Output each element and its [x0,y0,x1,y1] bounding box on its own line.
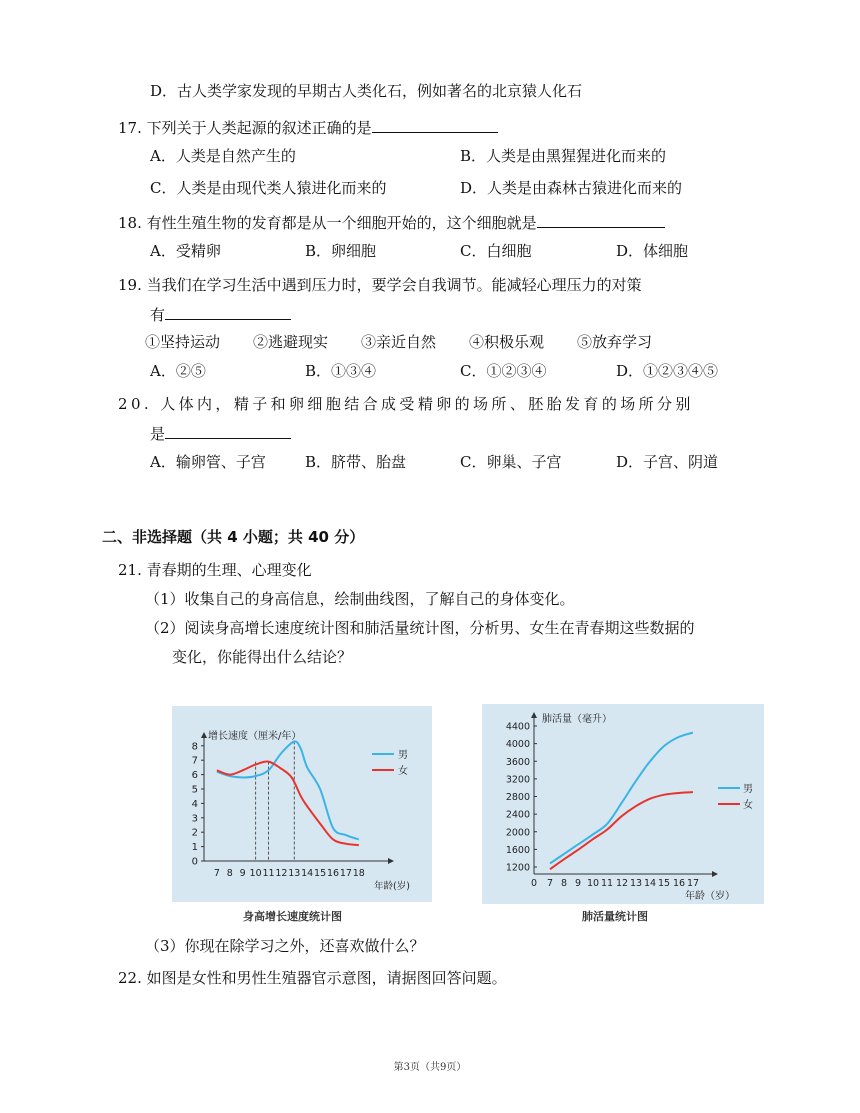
y-tick-label: 4400 [505,721,530,733]
x-tick-label: 14 [301,868,314,879]
q22-stem [118,967,507,988]
y-tick-label: 7 [191,755,198,767]
x-tick-label: 13 [629,878,643,889]
y-tick-label: 8 [191,741,198,753]
q18-option-a: A．受精卵 [150,242,221,260]
q18-number: 18. [118,214,142,232]
x-axis-label: 年龄（岁） [685,891,735,902]
legend-label-female: 女 [398,766,408,777]
x-tick-label: 16 [672,878,686,889]
q19-option-c: C．①②③④ [460,362,547,380]
q19-answer-blank [165,303,291,320]
q19-option-d: D．①②③④⑤ [616,362,719,380]
q19-number: 19. [118,276,142,294]
y-tick-label: 2000 [505,827,530,839]
q17-option-b: B．人类是由黑猩猩进化而来的 [460,147,667,165]
q21-part-2-line1: （2）阅读身高增长速度统计图和肺活量统计图，分析男、女生在青春期这些数据的 [145,619,695,637]
x-tick-label: 17 [686,878,700,889]
q20-option-a: A．输卵管、子宫 [150,453,266,471]
q20-stem-text: 人体内，精子和卵细胞结合成受精卵的场所、胚胎发育的场所分别 [160,395,694,413]
q17-number: 17. [118,119,142,137]
x-tick-label: 11 [600,878,614,889]
y-tick-label: 1200 [505,862,530,874]
q20-option-b: B．脐带、胎盘 [305,453,407,471]
y-tick-label: 5 [191,784,198,796]
x-tick-label: 15 [314,868,327,879]
x-tick-label: 0 [530,878,538,889]
y-tick-label: 3 [191,813,198,825]
q21-part-3: （3）你现在除学习之外，还喜欢做什么？ [145,937,425,955]
page-footer: 第3页（共9页） [393,1062,467,1073]
y-axis-label: 增长速度（厘米/年） [208,731,302,742]
lung-capacity-chart [482,704,764,904]
q17-option-a: A．人类是自然产生的 [150,147,296,165]
y-tick-label: 1600 [505,844,530,856]
q19-item-4: ④积极乐观 [469,333,545,351]
x-tick-label: 14 [643,878,657,889]
height-growth-chart-svg [172,706,432,902]
y-axis-label: 肺活量（毫升） [542,714,612,725]
q19-item-1: ①坚持运动 [145,333,221,351]
series-line-male [550,733,693,864]
q17-stem-text: 下列关于人类起源的叙述正确的是 [146,119,372,137]
q18-option-b: B．卵细胞 [305,242,377,260]
q21-stem [118,559,312,580]
q19-option-a: A．②⑤ [150,362,206,380]
section-2-title: 二、非选择题（共 4 小题；共 40 分） [102,528,365,546]
q20-option-c: C．卵巢、子宫 [460,453,562,471]
series-line-male [217,741,359,839]
y-tick-label: 0 [191,856,198,868]
y-tick-label: 3200 [505,774,530,786]
q18-option-c: C．白细胞 [460,242,532,260]
x-axis-arrow [388,858,394,864]
q18-answer-blank [537,211,665,228]
q20-answer-blank [165,422,291,439]
x-tick-label: 10 [249,868,262,879]
q19-stem-text-2: 有 [150,306,166,324]
y-tick-label: 4 [191,798,198,810]
x-tick-label: 11 [262,868,275,879]
q21-part-1: （1）收集自己的身高信息，绘制曲线图，了解自己的身体变化。 [145,590,575,608]
q19-stem [118,274,642,295]
q19-stem-text: 当我们在学习生活中遇到压力时，要学会自我调节。能减轻心理压力的对策 [146,276,642,294]
y-tick-label: 1 [191,842,198,854]
y-tick-label: 2800 [505,792,530,803]
x-tick-label: 13 [288,868,301,879]
x-tick-label: 10 [586,878,600,889]
q20-stem-text-2: 是 [150,425,166,443]
legend-label-male: 男 [743,784,753,795]
legend-label-male: 男 [398,750,408,761]
q20-stem-line2 [150,422,291,444]
q20-option-d: D．子宫、阴道 [616,453,719,471]
q22-stem-text: 如图是女性和男性生殖器官示意图，请据图回答问题。 [146,969,507,987]
x-tick-label: 8 [226,868,233,879]
y-tick-label: 2 [191,827,198,839]
q18-stem [118,211,665,233]
q17-stem [118,116,498,138]
height-growth-chart [172,706,432,902]
x-tick-label: 16 [326,868,340,879]
lung-capacity-chart-caption: 肺活量统计图 [582,910,648,923]
y-tick-label: 6 [191,770,198,782]
x-tick-label: 18 [352,868,365,879]
x-tick-label: 12 [275,868,288,879]
q19-stem-line2 [150,303,291,325]
x-tick-label: 7 [213,868,220,879]
q19-option-b: B．①③④ [305,362,377,380]
q20-stem [118,393,694,414]
q18-stem-text: 有性生殖生物的发育都是从一个细胞开始的，这个细胞就是 [146,214,537,232]
q17-option-d: D．人类是由森林古猿进化而来的 [460,179,683,197]
q21-part-2-line2: 变化，你能得出什么结论？ [172,648,353,666]
q20-number: 20. [118,395,153,413]
q21-number: 21. [118,561,142,579]
y-axis-arrow [531,712,537,718]
x-tick-label: 8 [560,878,568,889]
q21-stem-text: 青春期的生理、心理变化 [146,561,312,579]
y-tick-label: 2400 [505,809,530,821]
x-tick-label: 9 [239,868,246,879]
lung-capacity-chart-svg [482,704,764,904]
x-tick-label: 15 [657,878,671,889]
q16-option-d: D．古人类学家发现的早期古人类化石，例如著名的北京猿人化石 [150,82,583,100]
q17-answer-blank [372,116,498,133]
y-tick-label: 3600 [505,756,530,768]
x-tick-label: 12 [615,878,629,889]
x-axis-label: 年龄(岁) [374,881,410,892]
x-tick-label: 9 [574,878,582,889]
x-axis-arrow [712,871,718,877]
q17-option-c: C．人类是由现代类人猿进化而来的 [150,179,387,197]
x-tick-label: 17 [339,868,352,879]
q22-number: 22. [118,969,142,987]
q19-item-3: ③亲近自然 [361,333,437,351]
q19-item-2: ②逃避现实 [253,333,329,351]
q19-item-5: ⑤放弃学习 [577,333,653,351]
legend-label-female: 女 [743,800,753,811]
q18-option-d: D．体细胞 [616,242,689,260]
height-growth-chart-caption: 身高增长速度统计图 [243,910,342,923]
x-tick-label: 7 [546,878,554,889]
y-axis-arrow [201,732,207,738]
y-tick-label: 4000 [505,739,530,751]
